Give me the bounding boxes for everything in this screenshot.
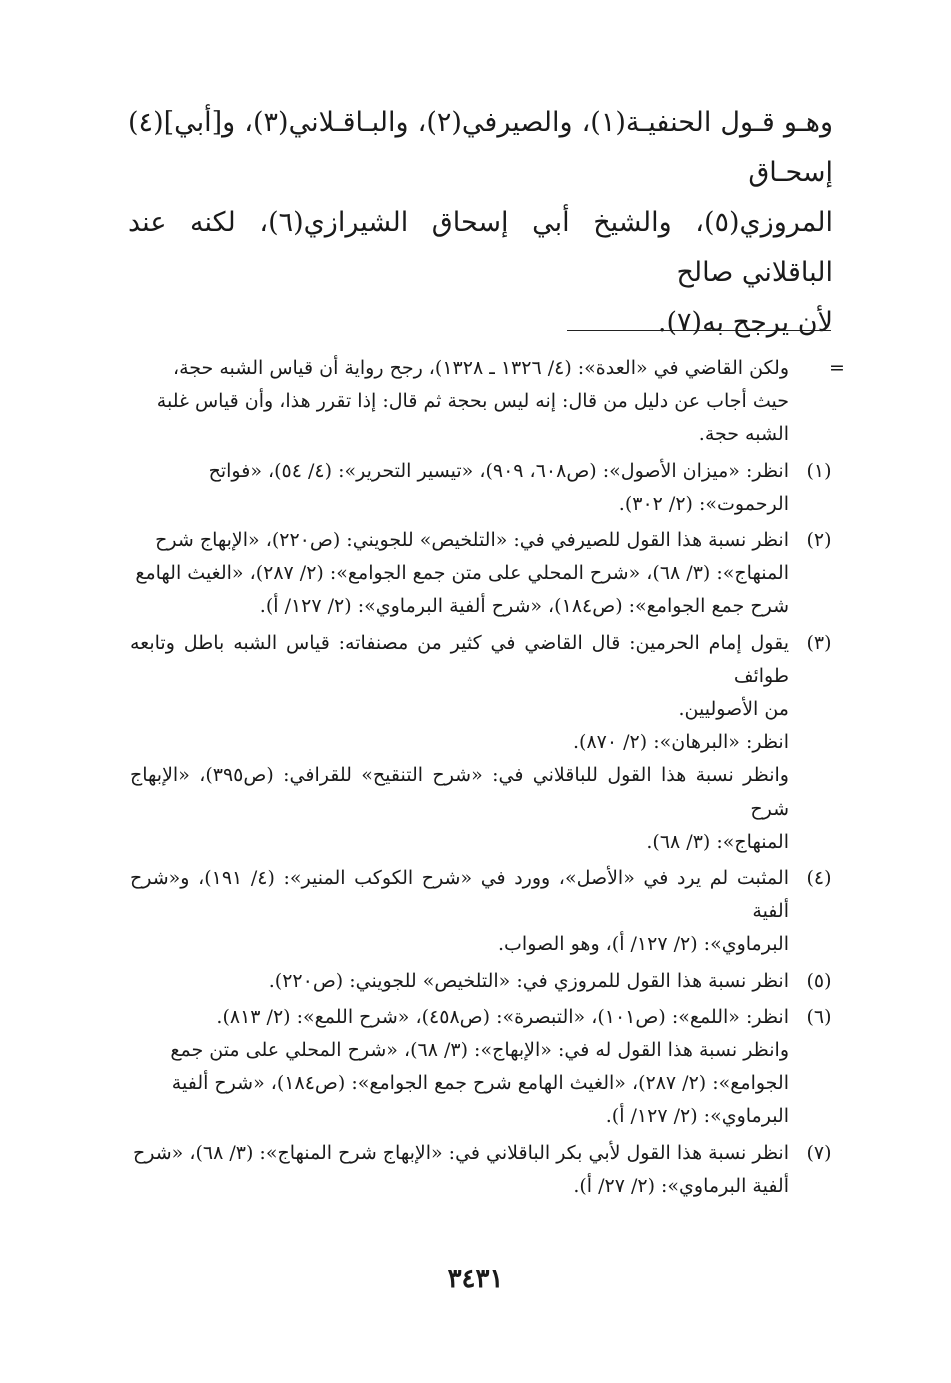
footnotes [130, 352, 845, 1206]
footnote-line: يقول إمام الحرمين: قال القاضي في كثير من مصنفاته: قياس الشبه باطل وتابعه طوائف [130, 631, 789, 687]
page-number: ٣٤٣١ [447, 1264, 504, 1294]
footnote-4 [130, 862, 833, 962]
footnote-line: انظر: «البرهان»: (٢/ ٨٧٠). [573, 731, 789, 754]
main-text-line: المروزي(٥)، والشيخ أبي إسحاق الشيرازي(٦)، لكنه عند الباقلاني صالح [128, 207, 833, 288]
footnote-number: (٧) [806, 1141, 832, 1164]
footnote-line: وانظر نسبة هذا القول له في: «الإبهاج»: (٣/ ٦٨)، «شرح المحلي على متن جمع [170, 1039, 789, 1062]
footnote-7 [130, 1137, 833, 1203]
footnote-number: (٦) [806, 1005, 832, 1028]
footnote-line: انظر نسبة هذا القول للصيرفي في: «التلخيص» للجويني: (ص٢٢٠)، «الإبهاج شرح [155, 529, 789, 552]
footnote-line: البرماوي»: (٢/ ١٢٧/ أ)، وهو الصواب. [498, 933, 789, 956]
footnote-line: من الأصوليين. [678, 698, 789, 721]
footnote-2 [130, 524, 833, 624]
footnote-6 [130, 1001, 833, 1134]
footnote-continuation [130, 352, 845, 452]
continuation-mark: = [829, 357, 845, 379]
footnote-line: المنهاج»: (٣/ ٦٨)، «شرح المحلي على متن جمع الجوامع»: (٢/ ٢٨٧)، «الغيث الهامع [135, 562, 789, 585]
footnote-5 [130, 965, 833, 998]
footnote-3 [130, 627, 833, 859]
footnote-number: (٢) [806, 529, 832, 552]
footnote-line: البرماوي»: (٢/ ١٢٧/ أ). [605, 1105, 789, 1128]
footnote-line: انظر: «اللمع»: (ص١٠١)، «التبصرة»: (ص٤٥٨)، «شرح اللمع»: (٢/ ٨١٣). [216, 1005, 789, 1028]
footnote-1 [130, 455, 833, 521]
footnote-line: الجوامع»: (٢/ ٢٨٧)، «الغيث الهامع شرح جمع الجوامع»: (ص١٨٤)، «شرح ألفية [171, 1072, 789, 1095]
footnote-number: (٤) [806, 867, 832, 890]
footnote-line: انظر: «ميزان الأصول»: (ص٦٠٨، ٩٠٩)، «تيسير التحرير»: (٤/ ٥٤)، «فواتح [208, 459, 789, 482]
footnote-number: (١) [806, 459, 832, 482]
footnote-line: حيث أجاب عن دليل من قال: إنه ليس بحجة ثم قال: إذا تقرر هذا، وأن قياس غلبة [156, 390, 789, 413]
main-text [128, 98, 833, 348]
footnote-line: ولكن القاضي في «العدة»: (٤/ ١٣٢٦ ـ ١٣٢٨)، رجح رواية أن قياس الشبه حجة، [172, 357, 789, 379]
footnote-line: الرحموت»: (٢/ ٣٠٢). [618, 492, 789, 515]
footnote-line: شرح جمع الجوامع»: (ص١٨٤)، «شرح ألفية البرماوي»: (٢/ ١٢٧/ أ). [259, 595, 789, 618]
footnote-line: المنهاج»: (٣/ ٦٨). [646, 830, 789, 853]
footnote-line: وانظر نسبة هذا القول للباقلاني في: «شرح التنقيح» للقرافي: (ص٣٩٥)، «الإبهاج شرح [130, 764, 789, 820]
main-text-line: وهـو قـول الحنفيـة(١)، والصيرفي(٢)، والبـاقـلاني(٣)، و[أبي](٤) إسحـاق [128, 107, 833, 188]
footnote-separator [567, 330, 831, 331]
main-text-line: لأن يرجح به(٧). [657, 307, 833, 338]
footnote-line: المثبت لم يرد في «الأصل»، وورد في «شرح الكوكب المنير»: (٤/ ١٩١)، و«شرح ألفية [130, 867, 789, 923]
footnote-line: انظر نسبة هذا القول لأبي بكر الباقلاني في: «الإبهاج شرح المنهاج»: (٣/ ٦٨)، «شرح [132, 1141, 789, 1164]
footnote-number: (٥) [806, 969, 832, 992]
footnote-line: ألفية البرماوي»: (٢/ ٢٧/ أ). [573, 1174, 789, 1197]
footnote-number: (٣) [806, 631, 832, 654]
footnote-line: انظر نسبة هذا القول للمروزي في: «التلخيص» للجويني: (ص٢٢٠). [268, 969, 789, 992]
footnote-line: الشبه حجة. [698, 423, 789, 446]
